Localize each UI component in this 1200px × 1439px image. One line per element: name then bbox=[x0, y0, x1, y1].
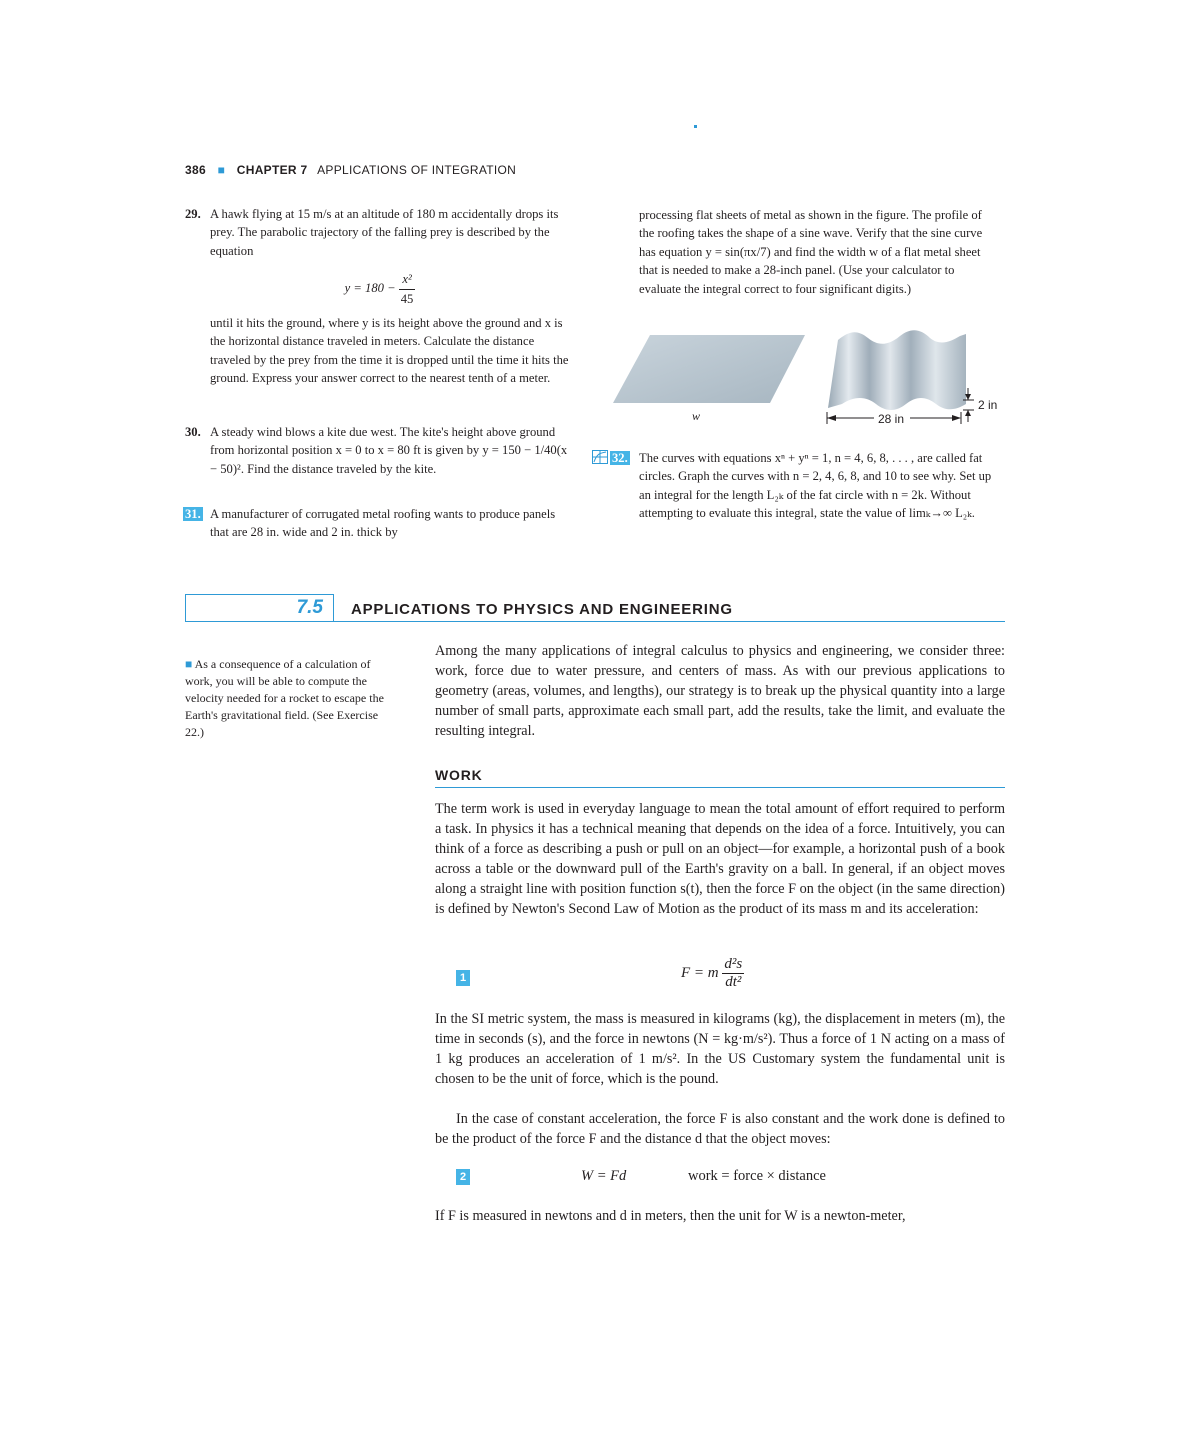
margin-note-text: As a consequence of a calculation of work, you will be able to compute the velocity needed for a rocket to escape the Earth's gravitational field. (See Exercise 22.) bbox=[185, 657, 384, 739]
exercise-text: The curves with equations xⁿ + yⁿ = 1, n = 4, 6, 8, . . . , are called fat circles. Graph the curves with n = 2, 4, 6, 8, and 10 to see why. Set up an integral for the length L₂ₖ of the fat circle with n = 2k. Without attempting to evaluate this integral, state the value of limₖ→∞ L₂ₖ. bbox=[639, 451, 992, 521]
exercise-text-cont: until it hits the ground, where y is its height above the ground and x is the horizontal distance traveled in meters. Calculate the distance traveled by the prey from the time it is dropped until the time it hits the ground. Express your answer correct to the nearest tenth of a meter. bbox=[210, 316, 569, 386]
exercise-number-badge: 32. bbox=[612, 451, 628, 465]
roofing-figure bbox=[610, 330, 1010, 430]
graphing-calculator-icon bbox=[592, 450, 608, 464]
work-paragraph-4: If F is measured in newtons and d in meters, then the unit for W is a newton-meter, bbox=[435, 1208, 906, 1224]
work-heading-rule bbox=[435, 787, 1005, 788]
intro-paragraph: Among the many applications of integral calculus to physics and engineering, we consider three: work, force due to water pressure, and centers of mass. As with our previous applications to geometry (areas, volumes, and lengths), our strategy is to break up the physical quantity into a large number of small parts, approximate each small part, add the results, take the limit, and evaluate the resulting integral. bbox=[435, 643, 1005, 739]
work-paragraph-2: In the SI metric system, the mass is measured in kilograms (kg), the displacement in meters (m), the time in seconds (s), and the force in newtons (N = kg·m/s²). Thus a force of 1 N acting on a mass of 1 kg produces an acceleration of 1 m/s². In the US Customary system the fundamental unit is chosen to be the unit of force, which is the pound. bbox=[435, 1011, 1005, 1087]
corrugated-panel bbox=[828, 330, 966, 410]
exercise-text: A steady wind blows a kite due west. The kite's height above ground from horizontal position x = 0 to x = 80 ft is given by y = 150 − 1/40(x − 50)². Find the distance traveled by the kite. bbox=[210, 425, 568, 476]
flat-sheet bbox=[613, 335, 805, 403]
exercise-30 bbox=[185, 423, 575, 478]
equation-1-number: 1 bbox=[456, 970, 470, 986]
equation-1: F = m $\frac{\text{d²s}}{\text{dt²}}$ bbox=[681, 956, 743, 990]
figure-w-label: w bbox=[692, 409, 701, 423]
exercise-29 bbox=[185, 205, 575, 388]
exercise-text: A manufacturer of corrugated metal roofing wants to produce panels that are 28 in. wide and 2 in. thick by bbox=[210, 507, 556, 540]
exercise-31-continued: processing flat sheets of metal as shown in the figure. The profile of the roofing takes the shape of a sine wave. Verify that the sine curve has equation y = sin(πx/7) and find the width w of a flat metal sheet that is needed to make a 28-inch panel. (Use your calculator to evaluate the integral correct to four significant digits.) bbox=[639, 208, 983, 296]
work-paragraph-1: The term work is used in everyday language to mean the total amount of effort required to perform a task. In physics it has a technical meaning that depends on the idea of a force. Intuitively, you can think of a force as describing a push or pull on an object—for example, a horizontal push of a book across a table or the downward pull of the Earth's gravity on a ball. In general, if an object moves along a straight line with position function s(t), then the force F on the object (in the same direction) is defined by Newton's Second Law of Motion as the product of its mass m and its acceleration: bbox=[435, 801, 1005, 917]
page-number: 386 bbox=[185, 163, 206, 177]
equation-2-words: work = force × distance bbox=[688, 1168, 826, 1184]
figure-thickness-label: 2 in bbox=[978, 398, 998, 412]
figure-width-label: 28 in bbox=[878, 412, 905, 426]
exercise-number: 30. bbox=[185, 425, 201, 439]
header-bullet: ■ bbox=[217, 163, 226, 177]
section-number: 7.5 bbox=[296, 597, 323, 618]
work-paragraph-3: In the case of constant acceleration, the force F is also constant and the work done is defined to be the product of the force F and the distance d that the object moves: bbox=[435, 1111, 1005, 1147]
exercise-text: A hawk flying at 15 m/s at an altitude of 180 m accidentally drops its prey. The parabolic trajectory of the falling prey is described by the equation bbox=[210, 207, 559, 258]
work-heading: WORK bbox=[435, 767, 483, 783]
equation-2-formula: W = Fd bbox=[581, 1168, 627, 1184]
equation-2-number: 2 bbox=[456, 1169, 470, 1185]
exercise-32 bbox=[592, 449, 999, 523]
margin-note-bullet: ■ bbox=[185, 657, 195, 671]
exercise-number: 29. bbox=[185, 207, 201, 221]
section-title-rule bbox=[334, 621, 1005, 622]
decorative-dot bbox=[694, 125, 697, 128]
exercise-31 bbox=[183, 505, 575, 542]
section-title: APPLICATIONS TO PHYSICS AND ENGINEERING bbox=[351, 601, 733, 618]
section-number-box bbox=[185, 594, 334, 622]
exercise-number-badge: 31. bbox=[185, 507, 201, 521]
margin-note bbox=[185, 656, 397, 741]
chapter-title: APPLICATIONS OF INTEGRATION bbox=[317, 163, 517, 177]
chapter-label: CHAPTER 7 bbox=[236, 163, 308, 177]
equation-trajectory: y = 180 − $\frac{\text{x²}}{45}$ bbox=[344, 272, 414, 306]
running-header bbox=[185, 163, 516, 177]
